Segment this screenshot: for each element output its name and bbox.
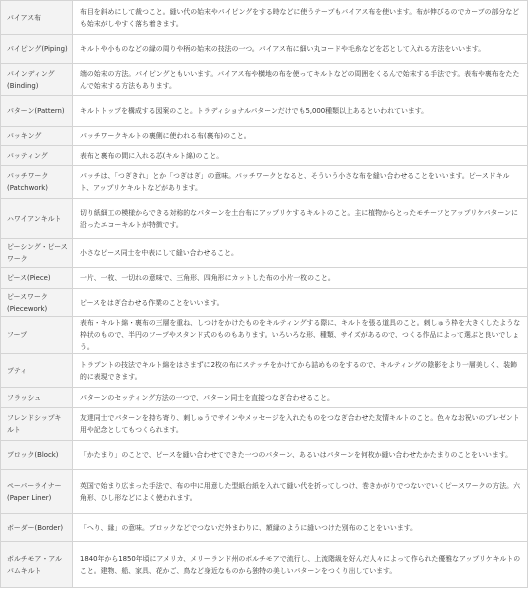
term-cell: ボーダー(Border)	[1, 514, 73, 542]
term-cell: パターン(Pattern)	[1, 96, 73, 127]
definition-cell: 切り紙細工の模様からできる対称的なパターンを土台布にアップリケするキルトのこと。主に植物からとったモチーフとアップリケパターンに沿ったエコーキルトが特徴です。	[73, 199, 528, 239]
definition-cell: 表布と裏布の間に入れる芯(キルト綿)のこと。	[73, 146, 528, 166]
term-cell: パイピング(Piping)	[1, 35, 73, 64]
table-row	[1, 388, 528, 408]
term-cell: ハワイアンキルト	[1, 199, 73, 239]
term-cell: バッキング	[1, 127, 73, 146]
term-cell: ピース(Piece)	[1, 268, 73, 289]
definition-cell: パターンのセッティング方法の一つで、パターン同士を直接つなぎ合わせること。	[73, 388, 528, 408]
definition-cell: キルトトップを構成する図案のこと。トラディショナルパターンだけでも5,000種類以上あるといわれています。	[73, 96, 528, 127]
term-cell: フラッシュ	[1, 388, 73, 408]
definition-cell: 一片、一枚、一切れの意味で、三角形、四角形にカットした布の小片一枚のこと。	[73, 268, 528, 289]
table-row	[1, 441, 528, 470]
term-cell: フープ	[1, 317, 73, 354]
definition-cell: 「へり、縁」の意味。ブロックなどでつないだ外まわりに、額縁のように縫いつけた別布のことをいいます。	[73, 514, 528, 542]
table-row	[1, 317, 528, 354]
definition-cell: ピースをはぎ合わせる作業のことをいいます。	[73, 289, 528, 317]
table-row	[1, 239, 528, 268]
definition-cell: 小さなピース同士を中表にして縫い合わせること。	[73, 239, 528, 268]
definition-cell: 端の始末の方法。パイピングともいいます。バイアス布や横地の布を使ってキルトなどの周囲をくるんで始末する手法です。表布や裏布をたたんで始末する方法もあります。	[73, 64, 528, 96]
table-row	[1, 289, 528, 317]
term-cell: バッティング	[1, 146, 73, 166]
table-row	[1, 268, 528, 289]
term-cell: ボルチモア・アルバムキルト	[1, 542, 73, 588]
definition-cell: 表布・キルト綿・裏布の三層を重ね、しつけをかけたものをキルティングする際に、キルトを張る道具のこと。刺しゅう枠を大きくしたような枠状のもので、半円のフープやスタンド式のものもあります。いろいろな形、種類、サイズがあるので、つくる作品によって選ぶと良いでしょう。	[73, 317, 528, 354]
term-cell: ペーパーライナー(Paper Liner)	[1, 470, 73, 514]
term-cell: パッチワーク(Patchwork)	[1, 166, 73, 199]
table-row	[1, 514, 528, 542]
table-row	[1, 146, 528, 166]
definition-cell: トラプントの技法でキルト綿をはさまずに2枚の布にステッチをかけてから詰めものをするので、キルティングの陰影をより一層美しく、装飾的に表現できます。	[73, 354, 528, 388]
definition-cell: 布目を斜めにして裁つこと。縫い代の始末やパイピングをする時などに使うテープもバイアス布を使います。布が伸びるのでカーブの部分なども始末がしやすく落ち着きます。	[73, 1, 528, 35]
table-row	[1, 199, 528, 239]
term-cell: フレンドシップキルト	[1, 408, 73, 441]
table-row	[1, 166, 528, 199]
definition-cell: パッチは、「つぎきれ」とか「つぎはぎ」の意味。パッチワークとなると、そういう小さな布を縫い合わせることをいいます。ピースドキルト、アップリケキルトなどがあります。	[73, 166, 528, 199]
definition-cell: 「かたまり」のことで、ピースを縫い合わせてできた一つのパターン、あるいはパターンを何枚か縫い合わせたかたまりのことをいいます。	[73, 441, 528, 470]
table-row	[1, 354, 528, 388]
definition-cell: キルトや小ものなどの縁の周りや柄の始末の技法の一つ。バイアス布に細い丸コードや毛糸などを芯として入れる方法をいいます。	[73, 35, 528, 64]
table-row	[1, 127, 528, 146]
term-cell: ピーシング・ピースワーク	[1, 239, 73, 268]
definition-cell: パッチワークキルトの裏側に使われる布(裏布)のこと。	[73, 127, 528, 146]
table-row	[1, 542, 528, 588]
definition-cell: 1840年から1850年頃にアメリカ、メリーランド州のボルチモアで流行し、上流階級を好んだ人々によって作られた優雅なアップリケキルトのこと。建物、船、家具、花かご、鳥など身近なものから独特の美しいパターンをつくり出しています。	[73, 542, 528, 588]
definition-cell: 友達同士でパターンを持ち寄り、刺しゅうでサインやメッセージを入れたものをつなぎ合わせた友情キルトのこと。色々なお祝いのプレゼント用や記念としてもつくられます。	[73, 408, 528, 441]
table-row	[1, 1, 528, 35]
term-cell: ブティ	[1, 354, 73, 388]
table-row	[1, 408, 528, 441]
term-cell: ピースワーク(Piecework)	[1, 289, 73, 317]
table-row	[1, 96, 528, 127]
table-row	[1, 35, 528, 64]
term-cell: バインディング(Binding)	[1, 64, 73, 96]
term-cell: ブロック(Block)	[1, 441, 73, 470]
table-row	[1, 470, 528, 514]
term-cell: バイアス布	[1, 1, 73, 35]
definition-cell: 英国で始まり広まった手法で、布の中に用意した型紙台紙を入れて縫い代を折ってしつけ、巻きかがりでつないでいくピースワークの方法。六角形、ひし形などによく使われます。	[73, 470, 528, 514]
table-row	[1, 64, 528, 96]
